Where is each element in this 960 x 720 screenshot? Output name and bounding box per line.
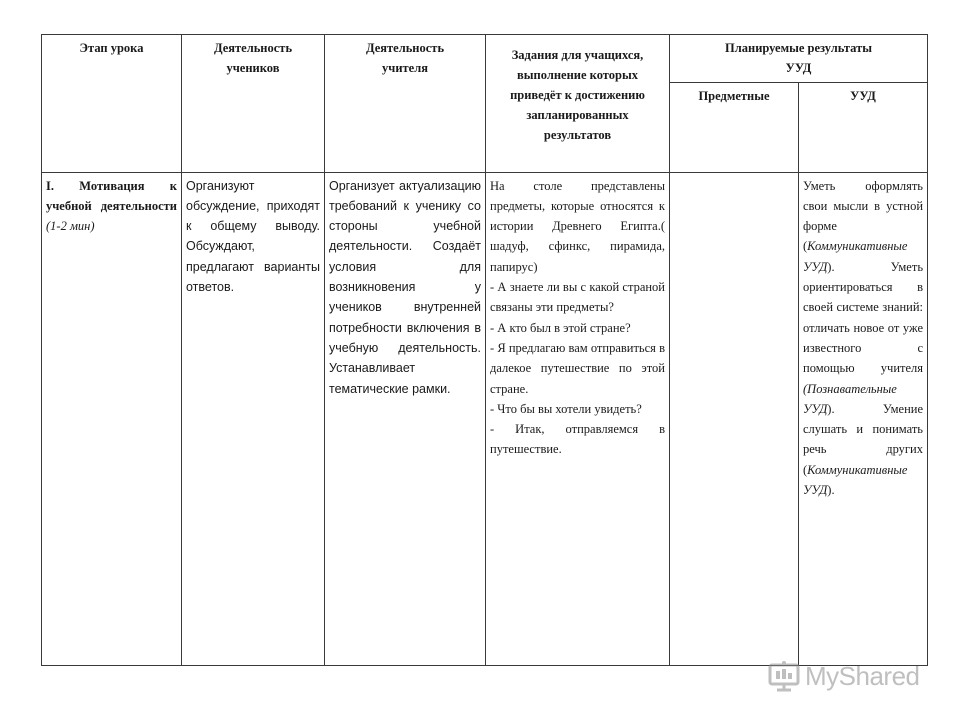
cell-stage: I. Мотивация к учебной деятельности (1-2 мин) xyxy=(42,172,182,665)
task-line: - Итак, отправляемся в путешествие. xyxy=(490,422,665,457)
task-line: На столе представлены предметы, которые относятся к истории Древнего Египта.( шадуф, сфинкс, пирамида, папирус) xyxy=(490,178,665,274)
cell-teacher: Организует актуализацию требований к ученику со стороны учебной деятельности. Создаёт условия для возникновения у учеников внутренней потребности включения в учебную деятельность. Устанавливает тематические рамки. xyxy=(325,172,486,665)
myshared-watermark xyxy=(767,656,927,696)
task-line: - Что бы вы хотели увидеть? xyxy=(490,401,642,416)
header-uud: УУД xyxy=(799,82,928,172)
cell-subject-results xyxy=(670,172,799,665)
table-row xyxy=(42,172,928,665)
cell-students: Организуют обсуждение, приходят к общему выводу. Обсуждают, предлагают варианты ответов. xyxy=(182,172,325,665)
task-line: - А знаете ли вы с какой страной связаны эти предметы? xyxy=(490,280,665,315)
header-students: Деятельность учеников xyxy=(182,35,325,173)
watermark-text: MyShared xyxy=(805,660,920,691)
header-subject: Предметные xyxy=(670,82,799,172)
task-line: - А кто был в этой стране? xyxy=(490,320,631,335)
header-tasks: Задания для учащихся, выполнение которых приведёт к достижению запланированных результатов xyxy=(486,35,670,173)
presentation-board-icon xyxy=(767,659,801,693)
header-teacher: Деятельность учителя xyxy=(325,35,486,173)
cell-uud-results: Уметь оформлять свои мысли в устной форме (Коммуникативные УУД). Уметь ориентироваться в своей системе знаний: отличать новое от уже известного с помощью учителя (Познавательные УУД). Умение слушать и понимать речь других (Коммуникативные УУД). xyxy=(799,172,928,665)
header-stage: Этап урока xyxy=(42,35,182,173)
lesson-plan-table xyxy=(41,34,928,666)
cell-tasks xyxy=(486,172,670,665)
task-line: - Я предлагаю вам отправиться в далекое путешествие по этой стране. xyxy=(490,340,665,396)
header-planned-results: Планируемые результаты УУД xyxy=(670,35,928,83)
header-row-1 xyxy=(42,35,928,83)
